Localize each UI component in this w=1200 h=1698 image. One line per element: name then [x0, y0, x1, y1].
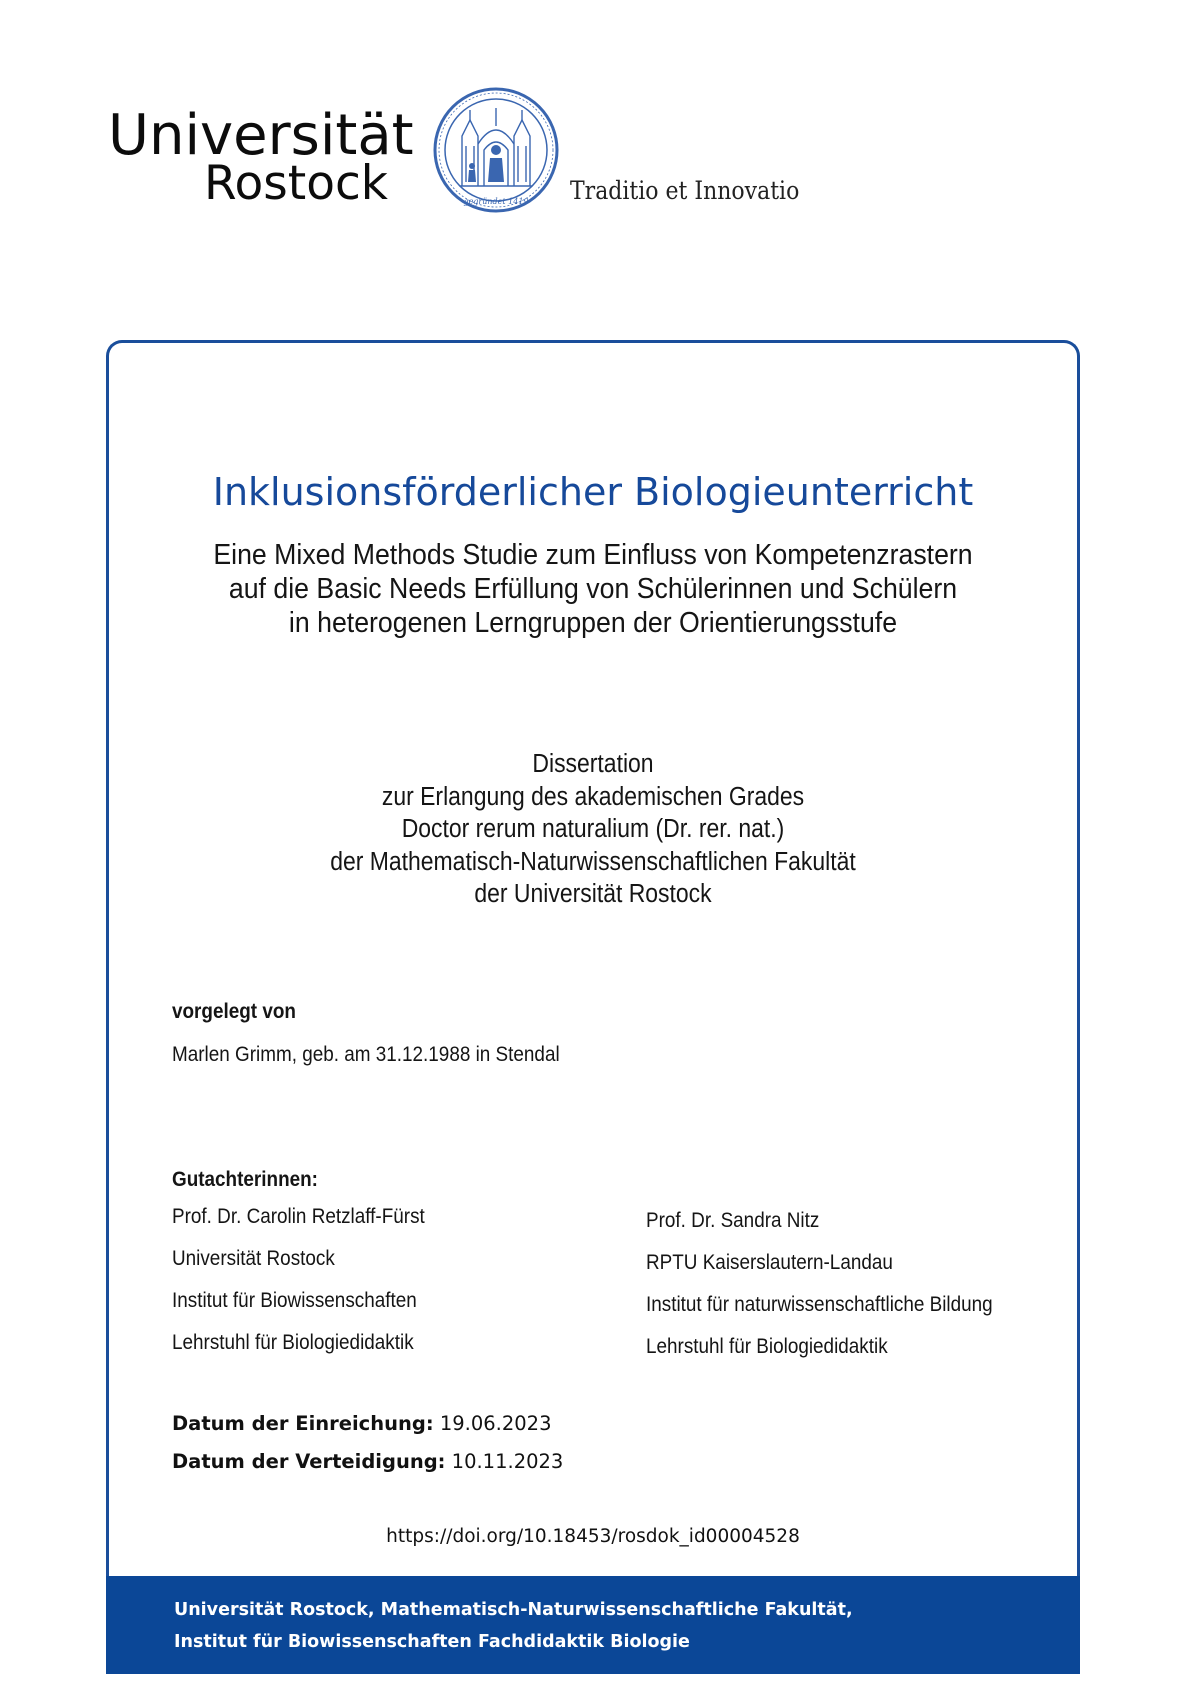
author-info: Marlen Grimm, geb. am 31.12.1988 in Stendal — [172, 1043, 560, 1066]
reviewer-2 — [646, 1200, 993, 1368]
reviewer-2-name: Prof. Dr. Sandra Nitz — [646, 1209, 820, 1232]
reviewer-1-university: Universität Rostock — [172, 1247, 335, 1270]
wordmark-line-1: Universität — [108, 103, 414, 168]
reviewer-1-chair: Lehrstuhl für Biologiedidaktik — [172, 1331, 414, 1354]
subtitle-line: Eine Mixed Methods Studie zum Einfluss von Kompetenzrastern — [213, 539, 973, 571]
reviewer-1-name: Prof. Dr. Carolin Retzlaff-Fürst — [172, 1205, 425, 1228]
defense-date — [172, 1443, 563, 1481]
university-seal-icon — [432, 86, 560, 214]
submission-value: 19.06.2023 — [439, 1412, 552, 1435]
footer-line: Institut für Biowissenschaften Fachdidaktik Biologie — [174, 1632, 690, 1652]
reviewers-label: Gutachterinnen: — [172, 1168, 318, 1191]
reviewer-2-university: RPTU Kaiserslautern-Landau — [646, 1251, 893, 1274]
footer-bar — [106, 1576, 1080, 1674]
author-label: vorgelegt von — [172, 1000, 296, 1023]
wordmark-line-2: Rostock — [204, 156, 389, 211]
footer-line: Universität Rostock, Mathematisch-Naturwissenschaftliche Fakultät, — [174, 1600, 853, 1620]
seal-inscription: gegründet 1419 — [463, 197, 529, 206]
defense-label: Datum der Verteidigung: — [172, 1450, 446, 1473]
degree-statement — [155, 748, 1032, 911]
university-motto: Traditio et Innovatio — [570, 176, 800, 205]
degree-line: der Mathematisch-Naturwissenschaftlichen Fakultät — [330, 847, 856, 876]
degree-line: zur Erlangung des akademischen Grades — [381, 782, 805, 811]
defense-value: 10.11.2023 — [451, 1450, 564, 1473]
subtitle-line: auf die Basic Needs Erfüllung von Schülerinnen und Schülern — [228, 573, 958, 605]
university-wordmark — [108, 103, 414, 211]
doi-link[interactable]: https://doi.org/10.18453/rosdok_id00004528 — [386, 1526, 800, 1547]
reviewer-1 — [172, 1196, 425, 1364]
subtitle-line: in heterogenen Lerngruppen der Orientierungsstufe — [288, 607, 898, 639]
dissertation-subtitle — [145, 538, 1041, 640]
dates-block — [172, 1405, 563, 1481]
submission-label: Datum der Einreichung: — [172, 1412, 434, 1435]
dissertation-title: Inklusionsförderlicher Biologieunterricht — [212, 470, 974, 514]
degree-line: Dissertation — [532, 750, 654, 778]
reviewer-2-chair: Lehrstuhl für Biologiedidaktik — [646, 1335, 888, 1358]
degree-line: Doctor rerum naturalium (Dr. rer. nat.) — [401, 815, 785, 843]
submission-date — [172, 1405, 563, 1443]
reviewer-2-institute: Institut für naturwissenschaftliche Bildung — [646, 1293, 993, 1316]
reviewer-1-institute: Institut für Biowissenschaften — [172, 1289, 417, 1312]
degree-line: der Universität Rostock — [474, 880, 712, 908]
